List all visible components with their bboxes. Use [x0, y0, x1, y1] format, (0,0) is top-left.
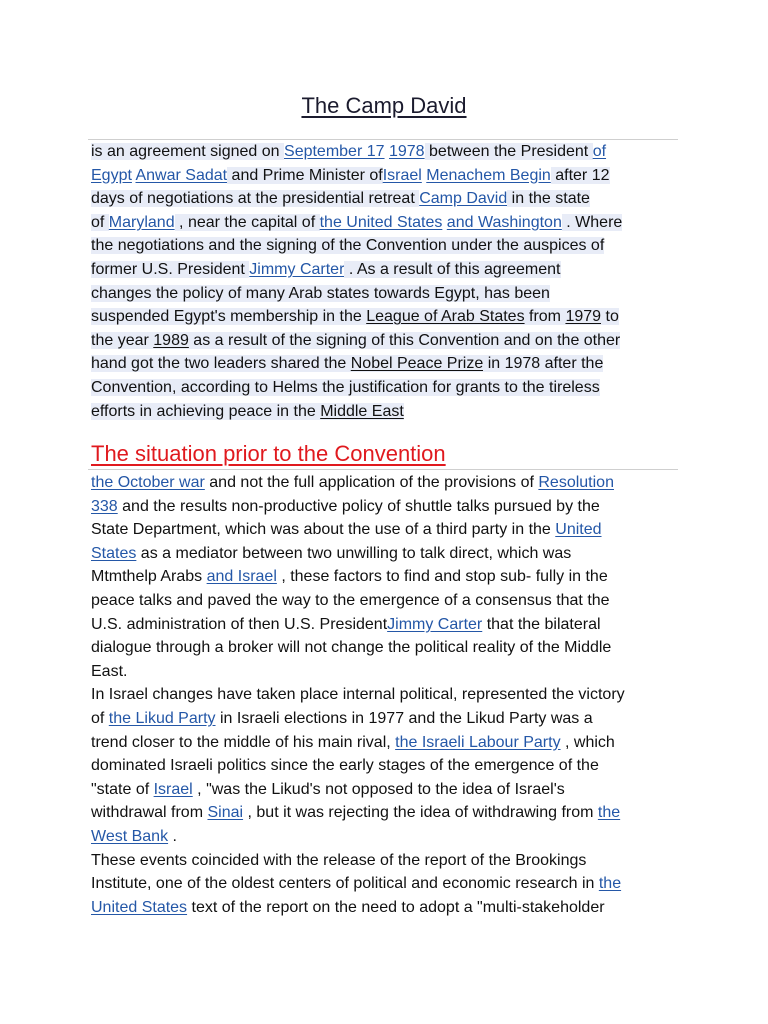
link-sinai[interactable]: Sinai	[207, 804, 244, 822]
link-anwar-sadat[interactable]: Anwar Sadat	[135, 166, 228, 184]
link-1989[interactable]: 1989	[153, 331, 189, 349]
link-and-israel[interactable]: and Israel	[206, 568, 277, 586]
divider-line	[88, 469, 678, 470]
intro-paragraph: is an agreement signed on September 17 1978 between the President of Egypt Anwar Sadat and Prime Minister ofIsrael Menachem Begin after 12 days of negotiations at the presidential retreat Camp David in the state of Maryland , near the capital of the United States and Washington . Where the negotiations and the signing of the Convention under the auspices of former U.S. President Jimmy Carter . As a result of this agreement changes the policy of many Arab states towards Egypt, has been suspended Egypt's membership in the League of Arab States from 1979 to the year 1989 as a result of the signing of this Convention and on the other hand got the two leaders shared the Nobel Peace Prize in 1978 after the Convention, according to Helms the justification for grants to the tireless efforts in achieving peace in the Middle East	[91, 143, 623, 420]
link-the-likud-party[interactable]: the Likud Party	[108, 709, 216, 727]
link-nobel-peace-prize[interactable]: Nobel Peace Prize	[350, 355, 484, 373]
link-united[interactable]: United	[555, 521, 602, 539]
body-paragraph: the October war and not the full application of the provisions of Resolution 338 and the results non-productive policy of shuttle talks pursued by the State Department, which was about the use of a third party in the United States as a mediator between two unwilling to talk direct, which was Mtmthelp Arabs and Israel , these factors to find and stop sub- fully in the peace talks and paved the way to the emergence of a consensus that the U.S. administration of then U.S. PresidentJimmy Carter that the bilateral dialogue through a broker will not change the political reality of the Middle East. In Israel changes have taken place internal political, represented the victory of the Likud Party in Israeli elections in 1977 and the Likud Party was a trend closer to the middle of his main rival, the Israeli Labour Party , which dominated Israeli politics since the early stages of the emergence of the "state of Israel , "was the Likud's not opposed to the idea of Israel's withdrawal from Sinai , but it was rejecting the idea of withdrawing from the West Bank . These events coincided with the release of the report of the Brookings Institute, one of the oldest centers of political and economic research in the United States text of the report on the need to adopt a "multi-stakeholder	[91, 474, 625, 916]
link-jimmy-carter[interactable]: Jimmy Carter	[249, 260, 345, 278]
link-1979[interactable]: 1979	[565, 308, 602, 326]
link-united-states[interactable]: United States	[91, 898, 188, 916]
link-september-17[interactable]: September 17	[284, 143, 385, 160]
link-west-bank[interactable]: West Bank	[91, 827, 169, 845]
link-the[interactable]: the	[598, 875, 622, 893]
link-maryland[interactable]: Maryland	[108, 213, 175, 231]
link-israel[interactable]: Israel	[382, 166, 422, 184]
link-middle-east[interactable]: Middle East	[320, 402, 404, 420]
link-the-october-war[interactable]: the October war	[91, 474, 205, 491]
link-jimmy-carter[interactable]: Jimmy Carter	[387, 615, 483, 633]
link-israel[interactable]: Israel	[153, 780, 193, 798]
link-1978[interactable]: 1978	[388, 143, 425, 160]
link-camp-david[interactable]: Camp David	[419, 190, 508, 208]
link-the[interactable]: the	[597, 804, 621, 822]
link-states[interactable]: States	[91, 544, 137, 562]
text-run: is an agreement signed on	[91, 143, 285, 160]
link-the-united-states[interactable]: the United States	[319, 213, 443, 231]
page-title: The Camp David	[301, 93, 467, 118]
section-heading: The situation prior to the Convention	[91, 441, 446, 466]
link-resolution[interactable]: Resolution	[538, 474, 614, 491]
link-menachem-begin[interactable]: Menachem Begin	[426, 166, 551, 184]
link-of[interactable]: of	[592, 143, 607, 160]
link-the-israeli-labour-party[interactable]: the Israeli Labour Party	[395, 733, 561, 751]
link-league-of-arab-states[interactable]: League of Arab States	[366, 308, 525, 326]
link-338[interactable]: 338	[91, 497, 118, 515]
link-egypt[interactable]: Egypt	[91, 166, 132, 184]
link-and-washington[interactable]: and Washington	[446, 213, 562, 231]
